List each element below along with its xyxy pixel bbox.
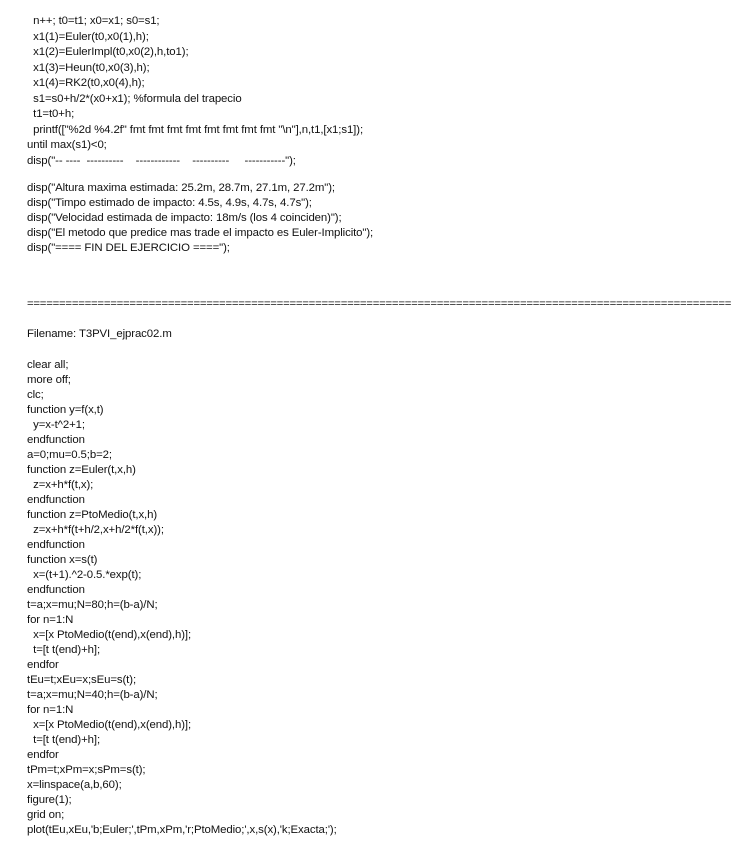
code-line: z=x+h*f(t+h/2,x+h/2*f(t,x));: [27, 524, 164, 536]
code-line: x=[x PtoMedio(t(end),x(end),h)];: [27, 719, 192, 731]
code-line: disp("Velocidad estimada de impacto: 18m/s (los 4 coinciden)");: [27, 212, 342, 224]
code-line: endfunction: [27, 539, 85, 551]
code-line: clear all;: [27, 359, 69, 371]
code-line: t=a;x=mu;N=80;h=(b-a)/N;: [27, 599, 158, 611]
code-line: t1=t0+h;: [27, 108, 75, 120]
code-line: y=x-t^2+1;: [27, 419, 85, 431]
code-line: x=linspace(a,b,60);: [27, 779, 122, 791]
code-line: for n=1:N: [27, 704, 74, 716]
code-line: more off;: [27, 374, 71, 386]
code-line: printf(["%2d %4.2f" fmt fmt fmt fmt fmt fmt fmt fmt "\n"],n,t1,[x1;s1]);: [27, 124, 364, 136]
code-line: x=[x PtoMedio(t(end),x(end),h)];: [27, 629, 192, 641]
code-line: s1=s0+h/2*(x0+x1); %formula del trapecio: [27, 93, 242, 105]
code-line: z=x+h*f(t,x);: [27, 479, 94, 491]
code-line: for n=1:N: [27, 614, 74, 626]
code-line: disp("Altura maxima estimada: 25.2m, 28.7m, 27.1m, 27.2m");: [27, 182, 335, 194]
code-line: plot(tEu,xEu,'b;Euler;',tPm,xPm,'r;PtoMedio;',x,s(x),'k;Exacta;');: [27, 824, 337, 836]
code-line: function x=s(t): [27, 554, 98, 566]
code-line: grid on;: [27, 809, 65, 821]
code-line: endfor: [27, 749, 59, 761]
code-line: tPm=t;xPm=x;sPm=s(t);: [27, 764, 146, 776]
code-line: until max(s1)<0;: [27, 139, 107, 151]
code-line: t=a;x=mu;N=40;h=(b-a)/N;: [27, 689, 158, 701]
code-line: a=0;mu=0.5;b=2;: [27, 449, 112, 461]
code-line: disp("-- ---- ---------- ------------ ---------- -----------");: [27, 155, 296, 167]
code-line: endfor: [27, 659, 59, 671]
code-line: function z=PtoMedio(t,x,h): [27, 509, 158, 521]
code-line: t=[t t(end)+h];: [27, 644, 101, 656]
code-line: endfunction: [27, 434, 85, 446]
separator-line: ==============================================================================================================: [27, 298, 731, 310]
code-line: figure(1);: [27, 794, 72, 806]
code-line: x1(4)=RK2(t0,x0(4),h);: [27, 77, 145, 89]
code-line: endfunction: [27, 494, 85, 506]
code-line: disp("Timpo estimado de impacto: 4.5s, 4.9s, 4.7s, 4.7s");: [27, 197, 312, 209]
code-line: disp("El metodo que predice mas trade el impacto es Euler-Implicito");: [27, 227, 374, 239]
code-line: clc;: [27, 389, 44, 401]
code-line: function z=Euler(t,x,h): [27, 464, 136, 476]
code-line: x1(1)=Euler(t0,x0(1),h);: [27, 31, 149, 43]
code-line: t=[t t(end)+h];: [27, 734, 101, 746]
code-line: function y=f(x,t): [27, 404, 104, 416]
code-line: x=(t+1).^2-0.5.*exp(t);: [27, 569, 142, 581]
code-line: x1(3)=Heun(t0,x0(3),h);: [27, 62, 150, 74]
code-line: n++; t0=t1; x0=x1; s0=s1;: [27, 15, 160, 27]
code-line: x1(2)=EulerImpl(t0,x0(2),h,to1);: [27, 46, 189, 58]
code-line: endfunction: [27, 584, 85, 596]
filename-label: Filename: T3PVI_ejprac02.m: [27, 328, 172, 340]
code-line: disp("==== FIN DEL EJERCICIO ====");: [27, 242, 230, 254]
code-line: tEu=t;xEu=x;sEu=s(t);: [27, 674, 137, 686]
